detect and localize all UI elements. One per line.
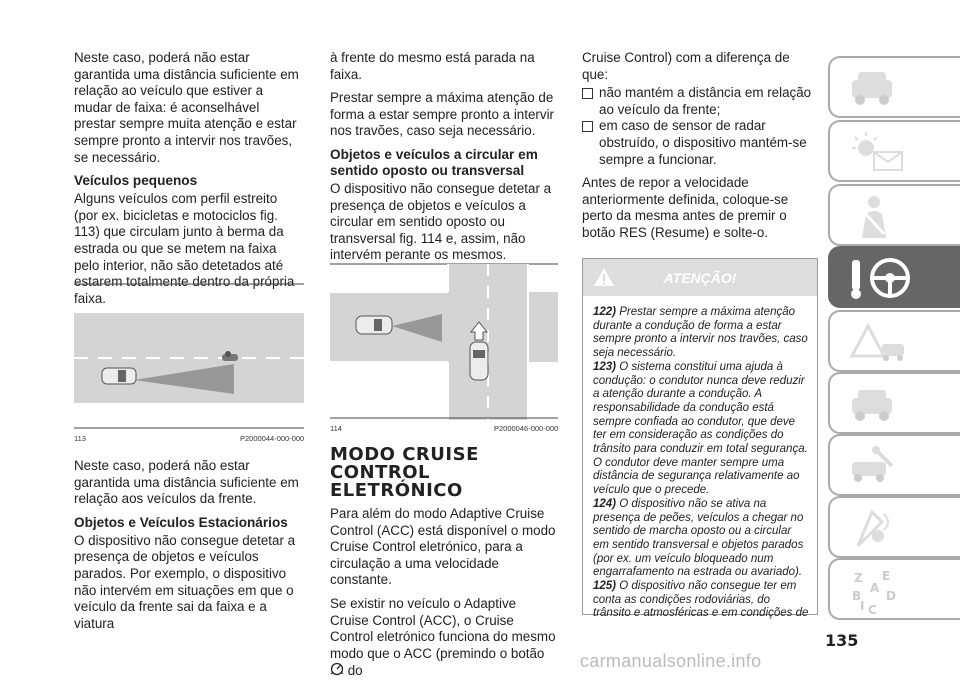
wrench-car-icon (848, 444, 898, 490)
lights-message-icon (848, 130, 908, 176)
paragraph-text: do (347, 663, 363, 679)
tab-lights-messages[interactable] (828, 120, 960, 182)
paragraph: à frente do mesmo está parada na faixa. (330, 50, 535, 82)
warning-number: 125) (593, 580, 617, 593)
figure-number: 114 (330, 424, 342, 433)
figure-code: P2000044-000-000 (240, 434, 305, 443)
bullet-text: não mantém a distância em relação ao veículo da frente; (599, 85, 812, 117)
svg-text:Z: Z (854, 571, 863, 585)
tab-car-dashboard[interactable] (828, 56, 960, 118)
bullet-square-icon (582, 121, 593, 132)
warning-item (593, 361, 809, 498)
figure-113 (74, 282, 304, 432)
column-2-lower (330, 442, 558, 688)
car-dashboard-icon (848, 66, 898, 110)
svg-text:B: B (852, 589, 862, 603)
section-heading: Objetos e veículos a circular em sentido oposto ou transversal (330, 146, 538, 178)
column-1-lower (74, 458, 304, 639)
section-heading: Objetos e Veículos Estacionários (74, 514, 288, 530)
section-heading: Veículos pequenos (74, 173, 198, 189)
bullet-text: em caso de sensor de radar obstruído, o dispositivo mantém-se sempre a funcionar. (599, 118, 807, 167)
warning-item (593, 498, 809, 580)
warning-triangle-car-icon (848, 320, 908, 366)
column-2 (330, 50, 558, 271)
paragraph: Alguns veículos com perfil estreito (por ex. bicicletas e motociclos fig. 113) que circulam junto à berma da estrada ou que se metem na faixa pelo interior, não são detetados até estarem totalmente dentro da própria faixa. (74, 191, 295, 306)
svg-text:A: A (870, 581, 880, 595)
tab-index[interactable] (828, 558, 960, 620)
footer-watermark: carmanualsonline.info (580, 651, 762, 671)
bullet-item (582, 118, 818, 168)
figure-114 (330, 262, 558, 422)
warning-item (593, 580, 809, 621)
paragraph: Cruise Control) com a diferença de que: (582, 50, 790, 82)
figure-number: 113 (74, 434, 86, 443)
svg-text:I: I (860, 599, 865, 613)
tab-multimedia[interactable] (828, 496, 960, 558)
paragraph: O dispositivo não consegue detetar a presença de objetos e veículos a circular em sentido oposto ou transversal fig. 114 e, assim, não intervém perante os mesmos. (330, 180, 552, 263)
tab-emergency[interactable] (828, 372, 960, 434)
warning-text: O dispositivo não consegue ter em conta as condições rodoviárias, do trânsito e atmosféricas e em condições de (593, 580, 809, 620)
bullet-square-icon (582, 88, 593, 99)
svg-text:C: C (868, 603, 877, 617)
cruise-button-icon (330, 662, 344, 681)
warning-text: O sistema constitui uma ajuda à condução: o condutor nunca deve reduzir a atenção durante a condução. A responsabilidade da condução está sempre confiada ao condutor, que deve ter em consideração as condições do trânsito para conduzir em total segurança. O condutor deve manter sempre uma distância de segurança relativamente ao veículo que o precede. (593, 360, 808, 497)
paragraph-text: Se existir no veículo o Adaptive Cruise Control (ACC), o Cruise Control eletrónico funciona do mesmo modo que o ACC (premindo o botão (330, 595, 556, 661)
paragraph: Antes de repor a velocidade anteriormente definida, coloque-se perto da mesma antes de premir o botão RES (Resume) e solte-o. (582, 175, 789, 240)
key-steering-wheel-icon (848, 256, 918, 302)
page-number: 135 (825, 631, 859, 650)
svg-text:D: D (886, 589, 896, 603)
warning-title: ATENÇÃO! (663, 270, 737, 286)
paragraph: O dispositivo não consegue detetar a presença de objetos e veículos parados. Por exemplo, o dispositivo não intervém em situações em que o veículo da frente sai da faixa e a viatura (74, 532, 296, 631)
tab-safety[interactable] (828, 184, 960, 246)
paragraph (330, 596, 558, 681)
tab-warnings[interactable] (828, 310, 960, 372)
figure-code: P2000046-000-000 (494, 424, 559, 433)
warning-text: O dispositivo não se ativa na presença de peões, veículos a chegar no sentido de marcha oposto ou a circular em sentido transversal e objetos parados (por ex. um veículo bloqueado num engarrafamento na estrada ou avariado). (593, 497, 804, 579)
warning-item (593, 306, 809, 361)
column-3 (582, 50, 818, 249)
seat-belt-person-icon (848, 194, 898, 240)
warning-number: 124) (593, 497, 617, 510)
paragraph: Neste caso, poderá não estar garantida uma distância suficiente em relação ao veículo que estiver a mudar de faixa: é aconselhável prestar sempre muita atenção e estar sempre pronto a intervir nos travões, se necessário. (74, 50, 299, 165)
tab-maintenance[interactable] (828, 434, 960, 496)
paragraph: Prestar sempre a máxima atenção de forma a estar sempre pronto a intervir nos travões, caso seja necessário. (330, 90, 555, 139)
chapter-title: MODO CRUISE CONTROL ELETRÓNICO (330, 444, 479, 501)
car-service-icon (848, 382, 898, 428)
warning-number: 123) (593, 360, 617, 373)
warning-text: Prestar sempre a máxima atenção durante a condução de forma a estar sempre pronto a intervir nos travões, caso seja necessário. (593, 306, 808, 360)
tab-starting-driving[interactable] (828, 246, 960, 308)
multimedia-icon (848, 506, 898, 552)
column-1 (74, 50, 304, 314)
warning-body (583, 296, 817, 621)
bullet-item (582, 85, 818, 118)
paragraph: Para além do modo Adaptive Cruise Control (ACC) está disponível o modo Cruise Control eletrónico, para a circulação a uma velocidade constante. (330, 506, 556, 588)
alphabet-index-icon (848, 568, 908, 618)
warning-header (583, 259, 817, 296)
warning-box (582, 258, 818, 620)
paragraph: Neste caso, poderá não estar garantida uma distância suficiente em relação aos veículos da frente. (74, 458, 299, 507)
svg-text:E: E (882, 569, 891, 583)
warning-number: 122) (593, 306, 617, 318)
